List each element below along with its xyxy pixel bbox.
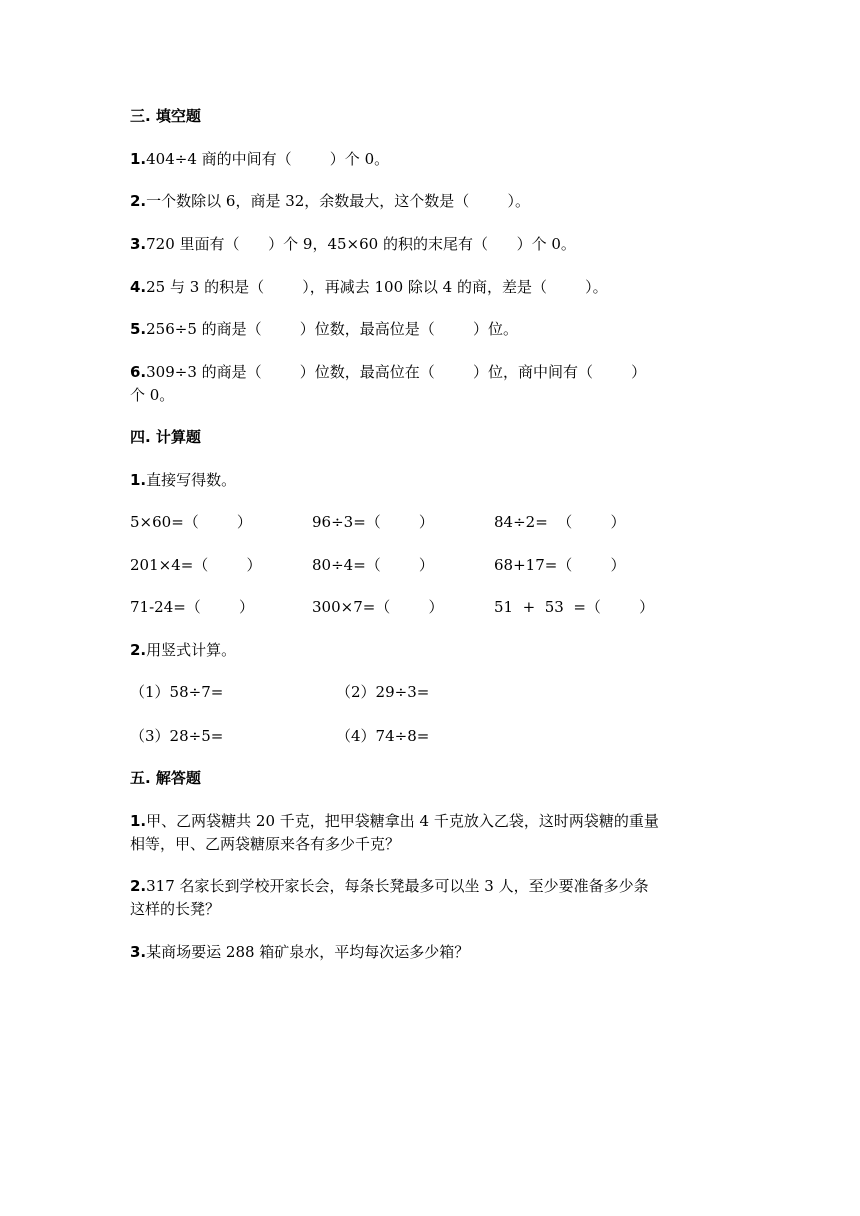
- calc-problem: 80÷4=（ ）: [312, 556, 434, 574]
- question-text: 用竖式计算。: [146, 641, 237, 659]
- question-number: 2.: [130, 192, 147, 210]
- question-item: [130, 234, 576, 254]
- question-item: [130, 277, 608, 297]
- question-text: 某商场要运 288 箱矿泉水，平均每次运多少箱？: [146, 943, 470, 961]
- question-text: 25 与 3 的积是（ ），再减去 100 除以 4 的商，差是（ ）。: [146, 278, 608, 296]
- calc-problem: 96÷3=（ ）: [312, 513, 434, 531]
- question-number: 5.: [130, 320, 147, 338]
- question-text: 720 里面有（ ）个 9，45×60 的积的末尾有（ ）个 0。: [146, 235, 576, 253]
- vertical-calc-problem: （3）28÷5=: [130, 727, 224, 745]
- question-number: 3.: [130, 235, 147, 253]
- question-text: 直接写得数。: [146, 471, 237, 489]
- calc-problem: 68+17=（ ）: [494, 556, 626, 574]
- calc-problem: 300×7=（ ）: [312, 598, 444, 616]
- calc-problem: 201×4=（ ）: [130, 556, 262, 574]
- question-text: 404÷4 商的中间有（ ）个 0。: [146, 150, 390, 168]
- question-number: 1.: [130, 150, 147, 168]
- question-number: 2.: [130, 641, 147, 659]
- question-number: 4.: [130, 278, 147, 296]
- vertical-calc-problem: （1）58÷7=: [130, 683, 224, 701]
- question-text: 309÷3 的商是（ ）位数，最高位在（ ）位，商中间有（ ）: [146, 363, 647, 381]
- calc-problem: 51 + 53 =（ ）: [494, 598, 655, 616]
- question-item: [130, 149, 389, 169]
- question-number: 6.: [130, 363, 147, 381]
- question-item: [130, 640, 236, 660]
- section-heading-word-problems: 五. 解答题: [130, 769, 201, 787]
- calc-problem: 84÷2= （ ）: [494, 513, 626, 531]
- question-number: 1.: [130, 471, 147, 489]
- vertical-calc-problem: （2）29÷3=: [336, 683, 430, 701]
- question-item: [130, 876, 649, 896]
- question-text: 317 名家长到学校开家长会，每条长凳最多可以坐 3 人，至少要准备多少条: [146, 877, 649, 895]
- calc-problem: 5×60=（ ）: [130, 513, 252, 531]
- question-number: 3.: [130, 943, 147, 961]
- question-item: [130, 942, 469, 962]
- question-item: [130, 191, 530, 211]
- section-heading-fill-in: 三. 填空题: [130, 107, 201, 125]
- calc-problem: 71-24=（ ）: [130, 598, 254, 616]
- section-heading-calculation: 四. 计算题: [130, 428, 201, 446]
- question-item: [130, 362, 646, 382]
- question-number: 1.: [130, 812, 147, 830]
- question-item: [130, 811, 659, 831]
- question-text: 256÷5 的商是（ ）位数，最高位是（ ）位。: [146, 320, 518, 338]
- question-text: 甲、乙两袋糖共 20 千克，把甲袋糖拿出 4 千克放入乙袋，这时两袋糖的重量: [146, 812, 659, 830]
- question-item: [130, 470, 236, 490]
- vertical-calc-problem: （4）74÷8=: [336, 727, 430, 745]
- question-number: 2.: [130, 877, 147, 895]
- question-item: [130, 319, 518, 339]
- question-text-continued: 这样的长凳？: [130, 900, 221, 918]
- question-text-continued: 相等，甲、乙两袋糖原来各有多少千克？: [130, 835, 401, 853]
- question-text-continued: 个 0。: [130, 386, 175, 404]
- question-text: 一个数除以 6，商是 32，余数最大，这个数是（ ）。: [146, 192, 530, 210]
